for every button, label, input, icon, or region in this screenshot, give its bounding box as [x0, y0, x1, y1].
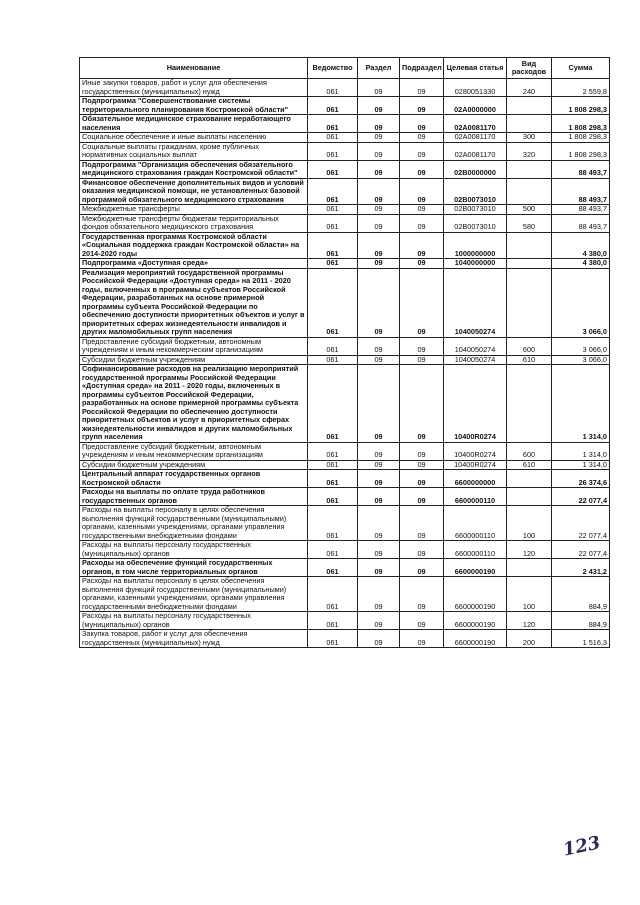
- table-row: [80, 133, 610, 143]
- cell-razdel: 09: [358, 178, 400, 205]
- cell-razdel: 09: [358, 355, 400, 365]
- cell-vedomstvo: 061: [308, 259, 358, 269]
- cell-sum: 1 808 298,3: [552, 142, 610, 160]
- cell-name: Иные закупки товаров, работ и услуг для обеспечения государственных (муниципальных) нужд: [80, 79, 308, 97]
- cell-podrazdel: 09: [400, 205, 444, 215]
- table-row: [80, 268, 610, 337]
- cell-expense-type: 320: [507, 142, 552, 160]
- cell-target-article: 6600000190: [444, 559, 507, 577]
- cell-vedomstvo: 061: [308, 470, 358, 488]
- cell-target-article: 10400R0274: [444, 460, 507, 470]
- cell-sum: 1 808 298,3: [552, 97, 610, 115]
- cell-razdel: 09: [358, 142, 400, 160]
- cell-vedomstvo: 061: [308, 79, 358, 97]
- cell-target-article: 10400R0274: [444, 442, 507, 460]
- header-target-article: Целевая статья: [444, 58, 507, 79]
- cell-target-article: 02А0081170: [444, 115, 507, 133]
- table-row: [80, 442, 610, 460]
- cell-name: Межбюджетные трансферты бюджетам территориальных фондов обязательного медицинского страхования: [80, 214, 308, 232]
- cell-target-article: 6600000190: [444, 577, 507, 612]
- cell-name: Государственная программа Костромской области «Социальная поддержка граждан Костромской области» на 2014-2020 годы: [80, 232, 308, 259]
- cell-sum: 1 808 298,3: [552, 115, 610, 133]
- cell-target-article: 1040000000: [444, 259, 507, 269]
- cell-sum: 88 493,7: [552, 205, 610, 215]
- cell-name: Подпрограмма "Совершенствование системы территориального планирования Костромской области": [80, 97, 308, 115]
- cell-podrazdel: 09: [400, 577, 444, 612]
- cell-target-article: 6600000190: [444, 630, 507, 648]
- cell-expense-type: [507, 232, 552, 259]
- cell-vedomstvo: 061: [308, 133, 358, 143]
- cell-target-article: 02В0000000: [444, 160, 507, 178]
- cell-vedomstvo: 061: [308, 630, 358, 648]
- cell-podrazdel: 09: [400, 630, 444, 648]
- cell-razdel: 09: [358, 470, 400, 488]
- cell-podrazdel: 09: [400, 178, 444, 205]
- cell-vedomstvo: 061: [308, 337, 358, 355]
- cell-name: Центральный аппарат государственных органов Костромской области: [80, 470, 308, 488]
- cell-podrazdel: 09: [400, 232, 444, 259]
- cell-sum: 3 066,0: [552, 268, 610, 337]
- cell-podrazdel: 09: [400, 160, 444, 178]
- cell-sum: 4 380,0: [552, 259, 610, 269]
- cell-target-article: 1000000000: [444, 232, 507, 259]
- cell-name: Подпрограмма "Организация обеспечения обязательного медицинского страхования граждан Костромской области": [80, 160, 308, 178]
- cell-sum: 1 808 298,3: [552, 133, 610, 143]
- cell-target-article: 6600000000: [444, 470, 507, 488]
- cell-razdel: 09: [358, 205, 400, 215]
- cell-vedomstvo: 061: [308, 142, 358, 160]
- cell-sum: 1 314,0: [552, 365, 610, 443]
- cell-podrazdel: 09: [400, 355, 444, 365]
- cell-razdel: 09: [358, 365, 400, 443]
- cell-sum: 26 374,6: [552, 470, 610, 488]
- cell-sum: 22 077,4: [552, 541, 610, 559]
- table-row: [80, 337, 610, 355]
- cell-expense-type: 120: [507, 612, 552, 630]
- cell-vedomstvo: 061: [308, 506, 358, 541]
- cell-podrazdel: 09: [400, 559, 444, 577]
- cell-vedomstvo: 061: [308, 442, 358, 460]
- cell-sum: 884,9: [552, 577, 610, 612]
- cell-podrazdel: 09: [400, 470, 444, 488]
- cell-expense-type: 500: [507, 205, 552, 215]
- cell-vedomstvo: 061: [308, 559, 358, 577]
- cell-expense-type: [507, 365, 552, 443]
- header-sum: Сумма: [552, 58, 610, 79]
- table-row: [80, 115, 610, 133]
- cell-target-article: 6600000110: [444, 488, 507, 506]
- cell-name: Подпрограмма «Доступная среда»: [80, 259, 308, 269]
- cell-razdel: 09: [358, 541, 400, 559]
- table-body: [80, 79, 610, 648]
- cell-podrazdel: 09: [400, 268, 444, 337]
- header-expense-type: Вид расходов: [507, 58, 552, 79]
- table-row: [80, 630, 610, 648]
- cell-name: Предоставление субсидий бюджетным, автономным учреждениям и иным некоммерческим организациям: [80, 337, 308, 355]
- cell-vedomstvo: 061: [308, 488, 358, 506]
- cell-target-article: 02А0081170: [444, 133, 507, 143]
- cell-vedomstvo: 061: [308, 97, 358, 115]
- cell-podrazdel: 09: [400, 460, 444, 470]
- cell-expense-type: [507, 178, 552, 205]
- cell-expense-type: 610: [507, 460, 552, 470]
- cell-podrazdel: 09: [400, 115, 444, 133]
- cell-target-article: 6600000190: [444, 612, 507, 630]
- table-header-row: [80, 58, 610, 79]
- cell-vedomstvo: 061: [308, 232, 358, 259]
- cell-expense-type: 600: [507, 337, 552, 355]
- cell-razdel: 09: [358, 214, 400, 232]
- cell-razdel: 09: [358, 97, 400, 115]
- cell-expense-type: 240: [507, 79, 552, 97]
- cell-sum: 1 314,0: [552, 460, 610, 470]
- table-row: [80, 612, 610, 630]
- cell-name: Социальные выплаты гражданам, кроме публичных нормативных социальных выплат: [80, 142, 308, 160]
- cell-podrazdel: 09: [400, 142, 444, 160]
- cell-vedomstvo: 061: [308, 577, 358, 612]
- cell-name: Субсидии бюджетным учреждениям: [80, 355, 308, 365]
- cell-expense-type: [507, 559, 552, 577]
- cell-expense-type: [507, 97, 552, 115]
- cell-target-article: 1040050274: [444, 355, 507, 365]
- cell-expense-type: 100: [507, 506, 552, 541]
- cell-target-article: 0280051330: [444, 79, 507, 97]
- cell-razdel: 09: [358, 133, 400, 143]
- cell-name: Расходы на выплаты по оплате труда работников государственных органов: [80, 488, 308, 506]
- table-row: [80, 365, 610, 443]
- cell-razdel: 09: [358, 115, 400, 133]
- cell-sum: 3 066,0: [552, 337, 610, 355]
- cell-name: Закупка товаров, работ и услуг для обеспечения государственных (муниципальных) нужд: [80, 630, 308, 648]
- cell-sum: 22 077,4: [552, 506, 610, 541]
- cell-vedomstvo: 061: [308, 115, 358, 133]
- header-name: Наименование: [80, 58, 308, 79]
- table-row: [80, 506, 610, 541]
- cell-razdel: 09: [358, 259, 400, 269]
- cell-name: Расходы на выплаты персоналу в целях обеспечения выполнения функций государственными (муниципальными) органами, казенными учреждениями, органами управления государственными внебюджетными фондами: [80, 506, 308, 541]
- cell-sum: 884,9: [552, 612, 610, 630]
- cell-podrazdel: 09: [400, 612, 444, 630]
- table-row: [80, 488, 610, 506]
- cell-razdel: 09: [358, 559, 400, 577]
- table-row: [80, 160, 610, 178]
- cell-sum: 2 559,8: [552, 79, 610, 97]
- cell-expense-type: 610: [507, 355, 552, 365]
- cell-vedomstvo: 061: [308, 178, 358, 205]
- cell-razdel: 09: [358, 488, 400, 506]
- cell-name: Предоставление субсидий бюджетным, автономным учреждениям и иным некоммерческим организациям: [80, 442, 308, 460]
- cell-razdel: 09: [358, 630, 400, 648]
- cell-name: Расходы на выплаты персоналу государственных (муниципальных) органов: [80, 541, 308, 559]
- cell-expense-type: 100: [507, 577, 552, 612]
- cell-podrazdel: 09: [400, 133, 444, 143]
- cell-expense-type: [507, 268, 552, 337]
- header-vedomstvo: Ведомство: [308, 58, 358, 79]
- cell-podrazdel: 09: [400, 214, 444, 232]
- cell-vedomstvo: 061: [308, 460, 358, 470]
- budget-table: [79, 57, 610, 648]
- cell-expense-type: [507, 259, 552, 269]
- cell-razdel: 09: [358, 268, 400, 337]
- cell-target-article: 10400R0274: [444, 365, 507, 443]
- cell-vedomstvo: 061: [308, 205, 358, 215]
- cell-sum: 2 431,2: [552, 559, 610, 577]
- cell-razdel: 09: [358, 232, 400, 259]
- cell-razdel: 09: [358, 577, 400, 612]
- table-row: [80, 205, 610, 215]
- cell-vedomstvo: 061: [308, 268, 358, 337]
- cell-podrazdel: 09: [400, 541, 444, 559]
- cell-podrazdel: 09: [400, 337, 444, 355]
- cell-razdel: 09: [358, 442, 400, 460]
- cell-expense-type: 120: [507, 541, 552, 559]
- cell-expense-type: [507, 115, 552, 133]
- cell-razdel: 09: [358, 460, 400, 470]
- cell-expense-type: [507, 160, 552, 178]
- cell-sum: 22 077,4: [552, 488, 610, 506]
- cell-podrazdel: 09: [400, 365, 444, 443]
- cell-name: Расходы на выплаты персоналу в целях обеспечения выполнения функций государственными (муниципальными) органами, казенными учреждениями, органами управления государственными внебюджетными фондами: [80, 577, 308, 612]
- cell-vedomstvo: 061: [308, 541, 358, 559]
- cell-expense-type: 200: [507, 630, 552, 648]
- cell-target-article: 02В0073010: [444, 205, 507, 215]
- cell-sum: 1 516,3: [552, 630, 610, 648]
- cell-name: Межбюджетные трансферты: [80, 205, 308, 215]
- cell-name: Социальное обеспечение и иные выплаты населению: [80, 133, 308, 143]
- cell-razdel: 09: [358, 506, 400, 541]
- cell-sum: 3 066,0: [552, 355, 610, 365]
- cell-expense-type: 300: [507, 133, 552, 143]
- table-row: [80, 79, 610, 97]
- cell-sum: 88 493,7: [552, 178, 610, 205]
- cell-expense-type: 600: [507, 442, 552, 460]
- handwritten-page-number: 123: [561, 832, 603, 861]
- table-row: [80, 541, 610, 559]
- cell-podrazdel: 09: [400, 97, 444, 115]
- header-razdel: Раздел: [358, 58, 400, 79]
- cell-target-article: 02А0000000: [444, 97, 507, 115]
- cell-vedomstvo: 061: [308, 355, 358, 365]
- cell-razdel: 09: [358, 160, 400, 178]
- cell-name: Обязательное медицинское страхование неработающего населения: [80, 115, 308, 133]
- cell-name: Реализация мероприятий государственной программы Российской Федерации «Доступная среда» на 2011 - 2020 годы, включенных в программы субъектов Российской Федерации, разработанных на основе примерной программы субъекта Российской Федерации по обеспечению доступности приоритетных объектов и услуг в приоритетных сферах жизнедеятельности инвалидов и других маломобильных групп населения: [80, 268, 308, 337]
- cell-razdel: 09: [358, 79, 400, 97]
- cell-target-article: 6600000110: [444, 506, 507, 541]
- table-row: [80, 470, 610, 488]
- cell-razdel: 09: [358, 612, 400, 630]
- cell-expense-type: 580: [507, 214, 552, 232]
- cell-name: Финансовое обеспечение дополнительных видов и условий оказания медицинской помощи, не установленных базовой программой обязательного медицинского страхования: [80, 178, 308, 205]
- cell-target-article: 1040050274: [444, 337, 507, 355]
- table-row: [80, 214, 610, 232]
- table-row: [80, 559, 610, 577]
- table-row: [80, 232, 610, 259]
- table-row: [80, 142, 610, 160]
- cell-target-article: 02В0073010: [444, 178, 507, 205]
- cell-podrazdel: 09: [400, 488, 444, 506]
- cell-podrazdel: 09: [400, 442, 444, 460]
- cell-name: Софинансирование расходов на реализацию мероприятий государственной программы Российской Федерации «Доступная среда» на 2011 - 2020 годы, включенных в программы субъектов Российской Федерации, разработанных на основе примерной программы субъекта Российской Федерации по обеспечению доступности приоритетных объектов и услуг в приоритетных сферах жизнедеятельности инвалидов и других маломобильных групп населения: [80, 365, 308, 443]
- cell-target-article: 02В0073010: [444, 214, 507, 232]
- cell-vedomstvo: 061: [308, 160, 358, 178]
- table-row: [80, 178, 610, 205]
- cell-name: Субсидии бюджетным учреждениям: [80, 460, 308, 470]
- cell-vedomstvo: 061: [308, 365, 358, 443]
- cell-target-article: 02А0081170: [444, 142, 507, 160]
- cell-podrazdel: 09: [400, 79, 444, 97]
- header-podrazdel: Подраздел: [400, 58, 444, 79]
- cell-sum: 1 314,0: [552, 442, 610, 460]
- table-row: [80, 97, 610, 115]
- cell-name: Расходы на обеспечение функций государственных органов, в том числе территориальных органов: [80, 559, 308, 577]
- cell-expense-type: [507, 488, 552, 506]
- cell-podrazdel: 09: [400, 506, 444, 541]
- table-row: [80, 259, 610, 269]
- table-row: [80, 577, 610, 612]
- cell-razdel: 09: [358, 337, 400, 355]
- cell-sum: 4 380,0: [552, 232, 610, 259]
- cell-vedomstvo: 061: [308, 214, 358, 232]
- cell-name: Расходы на выплаты персоналу государственных (муниципальных) органов: [80, 612, 308, 630]
- cell-expense-type: [507, 470, 552, 488]
- cell-target-article: 1040050274: [444, 268, 507, 337]
- cell-vedomstvo: 061: [308, 612, 358, 630]
- cell-target-article: 6600000110: [444, 541, 507, 559]
- cell-sum: 88 493,7: [552, 160, 610, 178]
- cell-sum: 88 493,7: [552, 214, 610, 232]
- cell-podrazdel: 09: [400, 259, 444, 269]
